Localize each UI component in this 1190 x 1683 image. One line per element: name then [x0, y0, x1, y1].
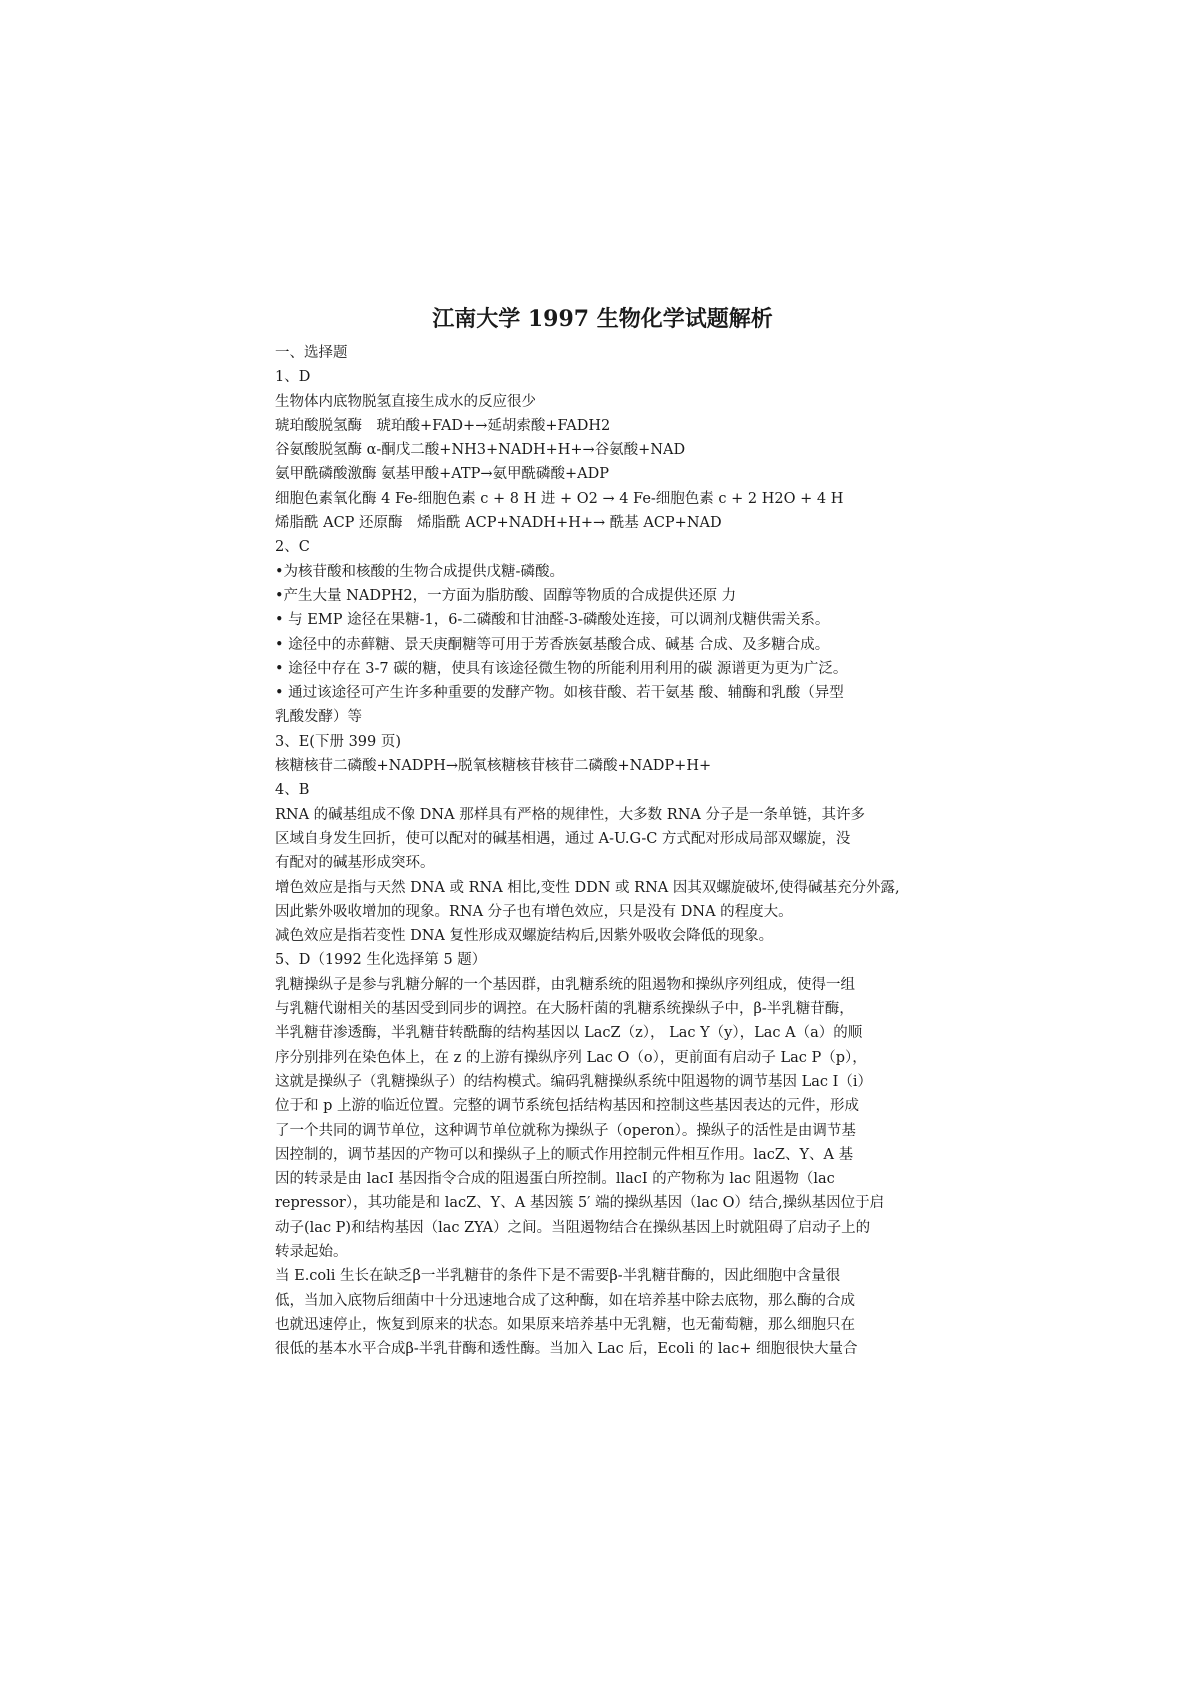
text-line: 这就是操纵子（乳糖操纵子）的结构模式。编码乳糖操纵系统中阻遏物的调节基因 Lac I（i） — [275, 1073, 872, 1090]
text-line: 5、D（1992 生化选择第 5 题） — [275, 952, 487, 969]
text-line: 有配对的碱基形成突环。 — [275, 855, 435, 872]
text-line: 琥珀酸脱氢酶 琥珀酸+FAD+→延胡索酸+FADH2 — [275, 417, 611, 434]
text-line: 乳酸发酵）等 — [275, 709, 362, 726]
text-line: •产生大量 NADPH2，一方面为脂肪酸、固醇等物质的合成提供还原 力 — [275, 587, 737, 604]
text-line: 2、C — [275, 539, 310, 556]
text-line: 4、B — [275, 782, 310, 799]
text-line: 也就迅速停止，恢复到原来的状态。如果原来培养基中无乳糖，也无葡萄糖，那么细胞只在 — [275, 1316, 855, 1333]
document-body — [275, 341, 930, 1361]
text-line: 转录起始。 — [275, 1243, 348, 1260]
text-line: 因控制的，调节基因的产物可以和操纵子上的顺式作用控制元件相互作用。lacZ、Y、A 基 — [275, 1146, 854, 1163]
text-line: 区域自身发生回折，使可以配对的碱基相遇，通过 A-U.G-C 方式配对形成局部双螺旋，没 — [275, 830, 851, 847]
text-line: 增色效应是指与天然 DNA 或 RNA 相比,变性 DDN 或 RNA 因其双螺旋破坏,使得碱基充分外露, — [275, 879, 900, 896]
text-line: 低，当加入底物后细菌中十分迅速地合成了这种酶，如在培养基中除去底物，那么酶的合成 — [275, 1292, 855, 1309]
text-line: 与乳糖代谢相关的基因受到同步的调控。在大肠杆菌的乳糖系统操纵子中，β-半乳糖苷酶， — [275, 1001, 854, 1018]
text-line: • 途径中存在 3-7 碳的糖，使具有该途径微生物的所能利用利用的碳 源谱更为更为广泛。 — [275, 660, 848, 677]
text-line: 乳糖操纵子是参与乳糖分解的一个基因群，由乳糖系统的阻遏物和操纵序列组成，使得一组 — [275, 976, 855, 993]
text-line: 一、选择题 — [275, 345, 348, 361]
text-line: 减色效应是指若变性 DNA 复性形成双螺旋结构后,因紫外吸收会降低的现象。 — [275, 928, 774, 945]
text-line: RNA 的碱基组成不像 DNA 那样具有严格的规律性，大多数 RNA 分子是一条单链，其许多 — [275, 806, 865, 823]
document-title: 江南大学 1997 生物化学试题解析 — [432, 306, 773, 332]
text-line: • 与 EMP 途径在果糖-1，6-二磷酸和甘油醛-3-磷酸处连接，可以调剂戊糖供需关系。 — [275, 612, 830, 629]
text-line: 因的转录是由 lacI 基因指令合成的阻遏蛋白所控制。llacI 的产物称为 lac 阻遏物（lac — [275, 1171, 835, 1188]
text-line: 了一个共同的调节单位，这种调节单位就称为操纵子（operon）。操纵子的活性是由调节基 — [275, 1122, 856, 1139]
text-line: •为核苷酸和核酸的生物合成提供戊糖-磷酸。 — [275, 563, 564, 580]
text-line: 细胞色素氧化酶 4 Fe-细胞色素 c + 8 H 进 + O2 → 4 Fe-细胞色素 c + 2 H2O + 4 H — [275, 490, 844, 507]
text-line: 位于和 p 上游的临近位置。完整的调节系统包括结构基因和控制这些基因表达的元件，形成 — [275, 1098, 859, 1115]
text-line: 生物体内底物脱氢直接生成水的反应很少 — [275, 393, 536, 410]
text-line: 1、D — [275, 369, 311, 386]
document-page — [275, 305, 930, 1361]
text-line: • 途径中的赤藓糖、景天庚酮糖等可用于芳香族氨基酸合成、碱基 合成、及多糖合成。 — [275, 636, 830, 653]
text-line: repressor），其功能是和 lacZ、Y、A 基因簇 5′ 端的操纵基因（lac O）结合,操纵基因位于启 — [275, 1195, 885, 1212]
text-line: 氨甲酰磷酸激酶 氨基甲酸+ATP→氨甲酰磷酸+ADP — [275, 466, 610, 483]
text-line: 序分别排列在染色体上，在 z 的上游有操纵序列 Lac O（o），更前面有启动子 Lac P（p）， — [275, 1049, 867, 1066]
text-line: 因此紫外吸收增加的现象。RNA 分子也有增色效应，只是没有 DNA 的程度大。 — [275, 903, 793, 920]
text-line: • 通过该途径可产生许多种重要的发酵产物。如核苷酸、若干氨基 酸、辅酶和乳酸（异型 — [275, 685, 844, 702]
text-line: 谷氨酸脱氢酶 α-酮戊二酸+NH3+NADH+H+→谷氨酸+NAD — [275, 442, 686, 459]
text-line: 很低的基本水平合成β-半乳苷酶和透性酶。当加入 Lac 后，Ecoli 的 lac+ 细胞很快大量合 — [275, 1341, 858, 1358]
text-line: 当 E.coli 生长在缺乏β一半乳糖苷的条件下是不需要β-半乳糖苷酶的，因此细胞中含量很 — [275, 1268, 841, 1285]
text-line: 烯脂酰 ACP 还原酶 烯脂酰 ACP+NADH+H+→ 酰基 ACP+NAD — [275, 515, 722, 532]
text-line: 动子(lac P)和结构基因（lac ZYA）之间。当阻遏物结合在操纵基因上时就阻碍了启动子上的 — [275, 1219, 871, 1236]
text-line: 核糖核苷二磷酸+NADPH→脱氧核糖核苷核苷二磷酸+NADP+H+ — [275, 758, 712, 775]
text-line: 3、E(下册 399 页) — [275, 733, 402, 750]
text-line: 半乳糖苷渗透酶，半乳糖苷转酰酶的结构基因以 LacZ（z）， Lac Y（y），Lac A（a）的顺 — [275, 1025, 863, 1042]
